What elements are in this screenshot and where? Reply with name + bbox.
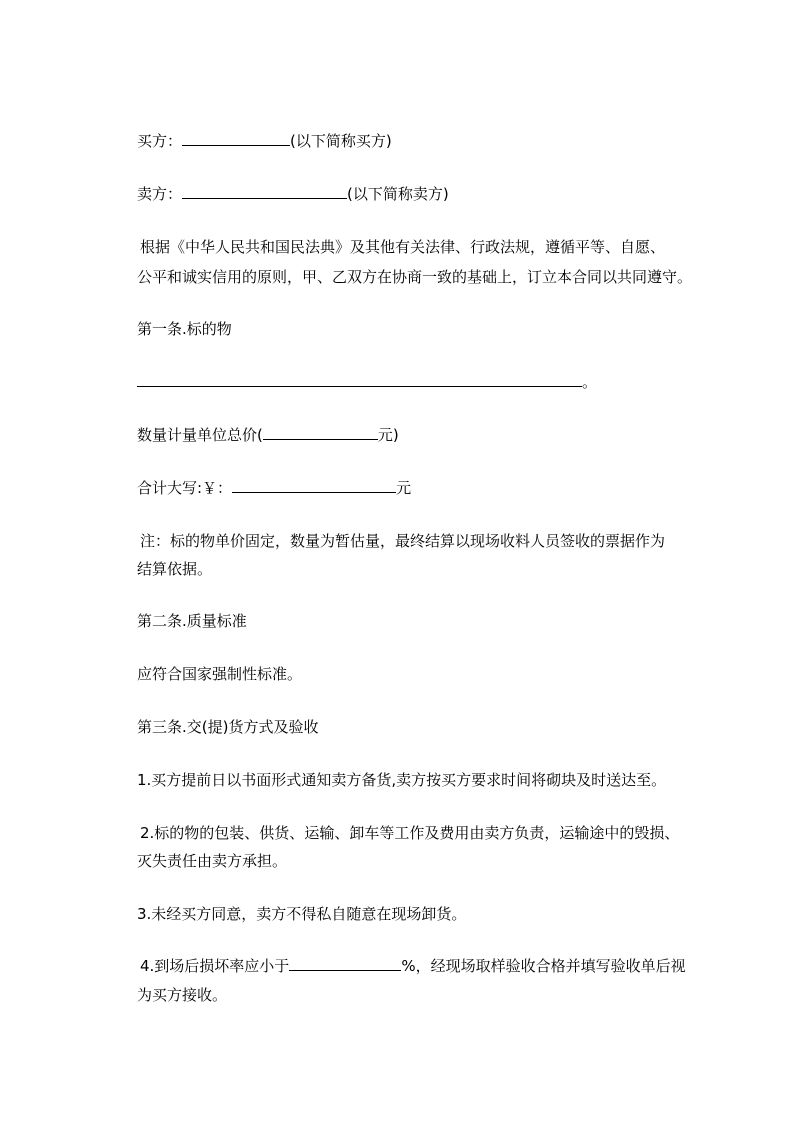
quantity-line <box>137 425 399 445</box>
seller-blank[interactable] <box>182 184 347 199</box>
preamble-line-1: 根据《中华人民共和国民法典》及其他有关法律、行政法规，遵循平等、自愿、 <box>140 238 666 256</box>
subject-matter-blank[interactable] <box>137 372 582 387</box>
buyer-suffix: (以下简称买方) <box>290 132 392 150</box>
quantity-blank[interactable] <box>263 425 378 440</box>
buyer-label: 买方： <box>137 132 183 150</box>
article3-item-3: 3.未经买方同意，卖方不得私自随意在现场卸货。 <box>137 905 467 923</box>
total-suffix: 元 <box>396 479 412 497</box>
article3-item-2-line-2: 灭失责任由卖方承担。 <box>137 852 288 870</box>
note-line-2: 结算依据。 <box>137 560 213 578</box>
total-blank[interactable] <box>232 478 396 493</box>
article3-item-4-line-2: 为买方接收。 <box>137 986 228 1004</box>
total-line <box>137 478 411 498</box>
note-line-1: 注：标的物单价固定，数量为暂估量，最终结算以现场收料人员签收的票据作为 <box>140 532 666 550</box>
damage-rate-blank[interactable] <box>289 956 401 971</box>
preamble-line-2: 公平和诚实信用的原则，甲、乙双方在协商一致的基础上，订立本合同以共同遵守。 <box>137 268 693 286</box>
article3-item-2-line-1: 2.标的物的包装、供货、运输、卸车等工作及费用由卖方负责，运输途中的毁损、 <box>140 824 680 842</box>
item4-prefix: 4.到场后损坏率应小于 <box>140 957 290 975</box>
quantity-suffix: 元) <box>377 426 399 444</box>
item4-suffix: %，经现场取样验收合格并填写验收单后视 <box>401 957 686 975</box>
article2-body: 应符合国家强制性标准。 <box>137 665 303 683</box>
buyer-blank[interactable] <box>182 131 290 146</box>
article1-blank-line <box>137 372 597 392</box>
seller-label: 卖方： <box>137 185 183 203</box>
article2-title: 第二条.质量标准 <box>137 612 247 630</box>
buyer-line <box>137 131 392 151</box>
article3-title: 第三条.交(提)货方式及验收 <box>137 718 319 736</box>
total-label: 合计大写:￥： <box>137 479 233 497</box>
seller-line <box>137 184 449 204</box>
subject-matter-end: 。 <box>582 373 598 391</box>
article3-item-1: 1.买方提前日以书面形式通知卖方备货,卖方按买方要求时间将砌块及时送达至。 <box>137 771 667 789</box>
quantity-label: 数量计量单位总价( <box>137 426 263 444</box>
article1-title: 第一条.标的物 <box>137 320 232 338</box>
seller-suffix: (以下简称卖方) <box>347 185 449 203</box>
article3-item-4-line-1 <box>140 956 686 976</box>
